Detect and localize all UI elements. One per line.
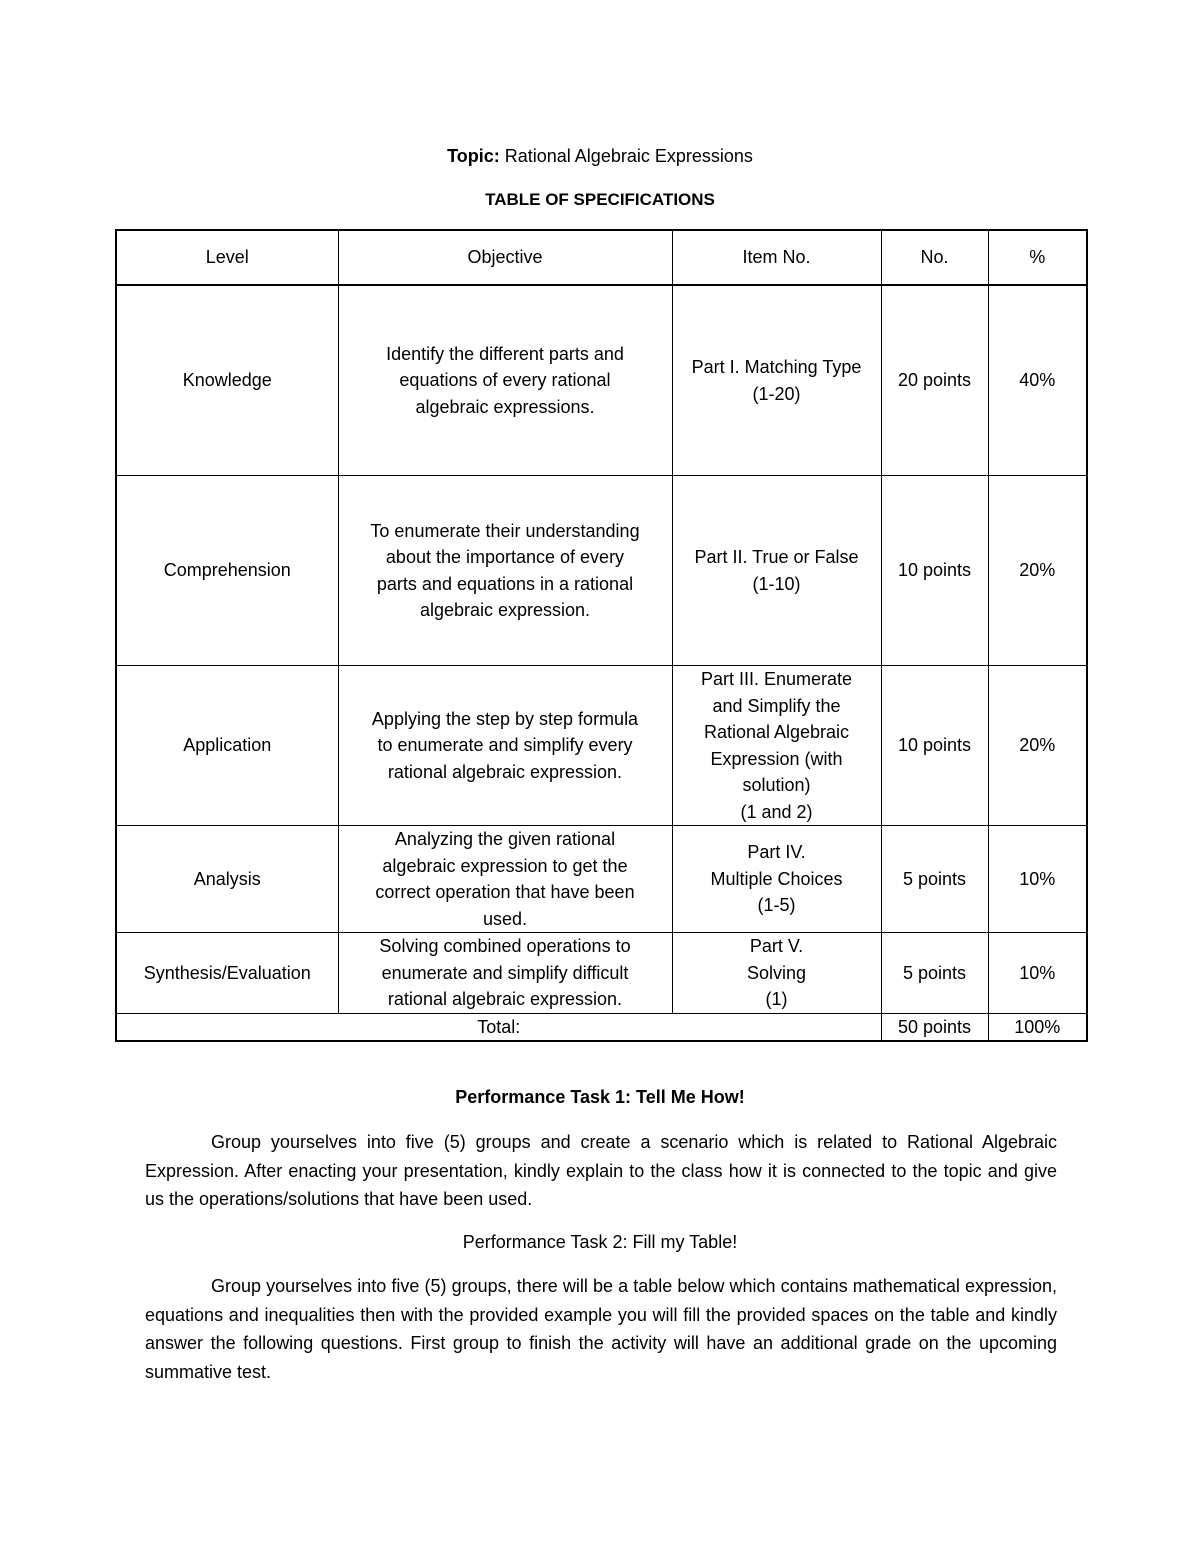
table-header-row <box>116 230 1087 285</box>
total-percent: 100% <box>988 1013 1087 1041</box>
cell-percent: 40% <box>988 285 1087 476</box>
column-header-level: Level <box>116 230 338 285</box>
cell-no: 10 points <box>881 666 988 826</box>
table-row <box>116 285 1087 476</box>
performance-task-2-title: Performance Task 2: Fill my Table! <box>462 1232 738 1252</box>
cell-objective: Solving combined operations to enumerate and simplify difficult rational algebraic expression. <box>338 933 672 1014</box>
topic-value: Rational Algebraic Expressions <box>499 146 753 166</box>
total-label: Total: <box>116 1013 881 1041</box>
cell-level: Knowledge <box>116 285 338 476</box>
column-header-item-no: Item No. <box>672 230 881 285</box>
cell-percent: 10% <box>988 826 1087 933</box>
performance-task-1-body: Group yourselves into five (5) groups and create a scenario which is related to Rational Algebraic Expression. After enacting your presentation, kindly explain to the class how it is connected to the topic and give us the operations/solutions that have been used. <box>145 1132 1057 1209</box>
table-total-row <box>116 1013 1087 1041</box>
column-header-percent: % <box>988 230 1087 285</box>
table-row <box>116 666 1087 826</box>
cell-item-no: Part IV. Multiple Choices (1-5) <box>672 826 881 933</box>
page-title: TABLE OF SPECIFICATIONS <box>485 190 715 209</box>
cell-level: Synthesis/Evaluation <box>116 933 338 1014</box>
table-row <box>116 933 1087 1014</box>
cell-objective: Analyzing the given rational algebraic expression to get the correct operation that have been used. <box>338 826 672 933</box>
cell-no: 5 points <box>881 933 988 1014</box>
cell-no: 10 points <box>881 476 988 666</box>
total-points: 50 points <box>881 1013 988 1041</box>
topic-line <box>0 143 1200 169</box>
topic-label: Topic: <box>447 146 500 166</box>
cell-percent: 20% <box>988 666 1087 826</box>
table-row <box>116 826 1087 933</box>
cell-level: Comprehension <box>116 476 338 666</box>
cell-objective: To enumerate their understanding about the importance of every parts and equations in a rational algebraic expression. <box>338 476 672 666</box>
cell-no: 5 points <box>881 826 988 933</box>
performance-task-2-body: Group yourselves into five (5) groups, there will be a table below which contains mathematical expression, equations and inequalities then with the provided example you will fill the provided spaces on the table and kindly answer the following questions. First group to finish the activity will have an additional grade on the upcoming summative test. <box>145 1276 1057 1382</box>
cell-percent: 20% <box>988 476 1087 666</box>
cell-no: 20 points <box>881 285 988 476</box>
cell-objective: Applying the step by step formula to enumerate and simplify every rational algebraic expression. <box>338 666 672 826</box>
specifications-table <box>115 229 1088 1042</box>
cell-item-no: Part III. Enumerate and Simplify the Rational Algebraic Expression (with solution) (1 and 2) <box>672 666 881 826</box>
cell-item-no: Part V. Solving (1) <box>672 933 881 1014</box>
cell-item-no: Part II. True or False (1-10) <box>672 476 881 666</box>
performance-task-1-title: Performance Task 1: Tell Me How! <box>455 1087 745 1107</box>
cell-level: Application <box>116 666 338 826</box>
table-row <box>116 476 1087 666</box>
cell-objective: Identify the different parts and equations of every rational algebraic expressions. <box>338 285 672 476</box>
cell-level: Analysis <box>116 826 338 933</box>
column-header-objective: Objective <box>338 230 672 285</box>
cell-item-no: Part I. Matching Type (1-20) <box>672 285 881 476</box>
cell-percent: 10% <box>988 933 1087 1014</box>
column-header-no: No. <box>881 230 988 285</box>
